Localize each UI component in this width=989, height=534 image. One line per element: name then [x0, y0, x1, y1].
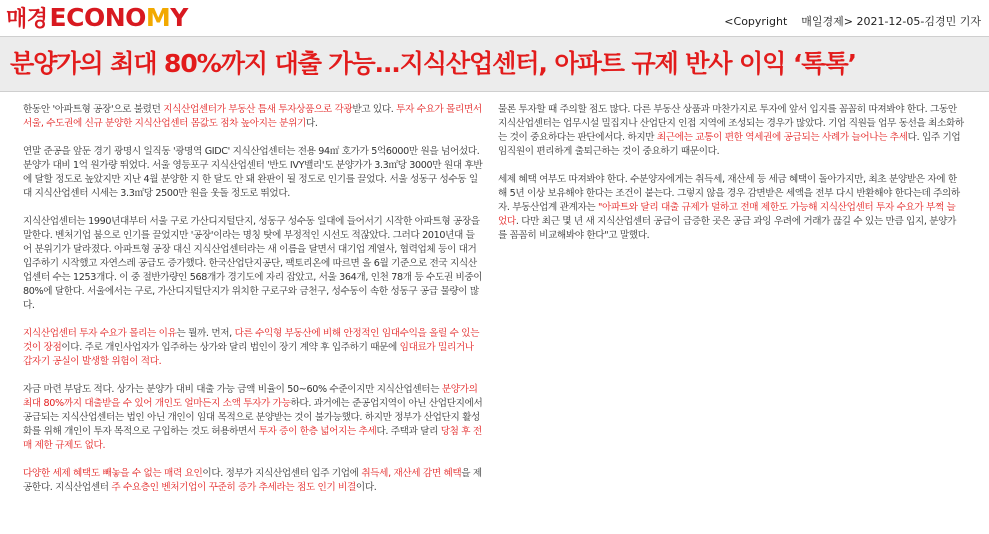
article-headline: 분양가의 최대 80%까지 대출 가능...지식산업센터, 아파트 규제 반사 이익 ‘톡톡’ — [10, 49, 856, 78]
article-paragraph — [23, 103, 483, 131]
body-text: 이다. 정부가 지식산업센터 입주 기업에 — [202, 468, 362, 479]
highlighted-text: 투자 수요가 몰리면서 서울, 수도권에 신규 분양한 지식산업센터 몸값도 점차 높아지는 분위기 — [23, 104, 482, 129]
article-paragraph — [498, 173, 964, 243]
highlighted-text: 취득세, 재산세 감면 혜택 — [361, 468, 462, 479]
article-paragraph — [23, 215, 483, 313]
body-text: 는 뭘까. 먼저, — [176, 328, 235, 339]
article-paragraph — [498, 103, 964, 159]
article-paragraph — [23, 383, 483, 453]
body-text: 이다. 주로 개인사업자가 입주하는 상가와 달리 법인이 장기 계약 후 입주하기 때문에 — [61, 342, 400, 353]
highlighted-text: "아파트와 달리 대출 규제가 덜하고 전매 제한도 가능해 지식산업센터 투자 수요가 부쩍 늘었다 — [498, 202, 956, 227]
brand-logo-econo: ECONO — [49, 3, 146, 32]
brand-logo — [6, 2, 188, 30]
body-text: 이다. — [355, 482, 377, 493]
highlighted-text: 투자 증이 한층 넓어지는 추세 — [258, 426, 377, 437]
copyright-line: <Copyright 매일경제> 2021-12-05-김경민 기자 — [724, 15, 981, 28]
highlighted-text: 주 수요층인 벤처기업이 꾸준히 증가 추세라는 점도 인기 비결 — [111, 482, 356, 493]
highlighted-text: 분양가의 최대 80%까지 대출받을 수 있어 개인도 얼마든지 소액 투자가 가능 — [23, 384, 478, 409]
brand-logo-korean: 매경 — [6, 7, 48, 32]
body-text: 하다. 과거에는 준공업지역이 아닌 산업단지에서 공급되는 지식산업센터는 법인 아닌 개인이 임대 목적으로 분양받는 것이 불가능했다. 하지만 정부가 산업단지 활성화를 위해 개인이 투자 목적으로 구입하는 것도 허용하면서 — [23, 398, 483, 437]
article-paragraph — [23, 467, 483, 495]
article-column-right — [498, 103, 964, 257]
highlighted-text: 다른 수익형 부동산에 비해 안정적인 임대수익을 올릴 수 있는 것이 장점 — [23, 328, 480, 353]
body-text: 다. — [305, 118, 318, 129]
brand-logo-y: Y — [170, 3, 188, 32]
highlighted-text: 임대료가 밀리거나 갑자기 공실이 발생할 위험이 적다. — [23, 342, 474, 367]
article-paragraph — [23, 145, 483, 201]
body-text: 한동안 '아파트형 공장'으로 불렸던 — [23, 104, 164, 115]
body-text: 다. 주택과 달리 — [376, 426, 441, 437]
body-text: 연말 준공을 앞둔 경기 광명시 일직동 '광명역 GIDC' 지식산업센터는 전용 94㎡ 호가가 5억6000만 원을 넘어섰다. 분양가 대비 1억 원가량 뛰었다. 서울 영등포구 지식산업센터 '반도 IVY밸리'도 분양가가 3.3㎡당 3000만 원대 후반에 달할 정도로 높았지만 지난 4월 분양한 지 한 달도 안 돼 완판이 될 정도로 인기를 끌었다. 서울 성동구 성수동 일대 지식산업센터 시세는 3.3㎡당 2500만 원을 웃돌 정도로 뛰었다. — [23, 146, 483, 199]
article-paragraph — [23, 327, 483, 369]
body-text: 받고 있다. — [352, 104, 397, 115]
body-text: . 다만 최근 몇 년 새 지식산업센터 공급이 급증한 곳은 공급 과잉 우려에 거래가 끊길 수 있는 만큼 입지, 분양가를 꼼꼼히 비교해봐야 한다"고 말했다. — [498, 216, 956, 241]
body-text: 지식산업센터는 1990년대부터 서울 구로 가산디지털단지, 성동구 성수동 일대에 들어서기 시작한 아파트형 공장을 말한다. 벤처기업 붐으로 인기를 끌었지만 '공장'이라는 명칭 탓에 부정적인 시선도 적잖았다. 그러다 2010년대 들어 분위기가 달라졌다. 아파트형 공장 대신 지식산업센터라는 새 이름을 달면서 대기업 계열사, 협력업체 등이 대거 입주하기 시작했고 자연스레 공급도 증가했다. 한국산업단지공단, 팩토리온에 따르면 올 6월 기준으로 전국 지식산업센터 수는 1253개다. 이 중 절반가량인 568개가 경기도에 자리 잡았고, 서울 364개, 인천 78개 등 수도권 비중이 80%에 달한다. 서울에서는 구로, 가산디지털단지가 위치한 구로구와 금천구, 성수동이 속한 성동구 공급 물량이 많다. — [23, 216, 483, 311]
highlighted-text: 다양한 세제 혜택도 빼놓을 수 없는 매력 요인 — [23, 468, 203, 479]
body-text: 세제 혜택 여부도 따져봐야 한다. 수분양자에게는 취득세, 재산세 등 세금 혜택이 돌아가지만, 최초 분양받은 자에 한해 5년 이상 보유해야 한다는 조건이 붙는다. 그렇지 않을 경우 감면받은 세액을 전부 다시 반환해야 한다는데 주의하자. 부동산업계 관계자는 — [498, 174, 960, 213]
highlighted-text: 지식산업센터가 부동산 틈새 투자상품으로 각광 — [163, 104, 353, 115]
brand-logo-m: M — [145, 3, 171, 32]
highlighted-text: 당첨 후 전매 제한 규제도 없다. — [23, 426, 482, 451]
body-text: 을 제공한다. 지식산업센터 — [23, 468, 482, 493]
highlighted-text: 최근에는 교통이 편한 역세권에 공급되는 사례가 늘어나는 추세 — [656, 132, 908, 143]
body-text: 물론 투자할 때 주의할 점도 많다. 다른 부동산 상품과 마찬가지로 투자에 앞서 입지를 꼼꼼히 따져봐야 한다. 그동안 지식산업센터는 업무시설 밀집지나 산업단지 인접 지역에 조성되는 경우가 많았다. 기업 직원들 업무 동선을 최소화하는 것이 중요하다는 판단에서다. 하지만 — [498, 104, 964, 143]
highlighted-text: 지식산업센터 투자 수요가 몰리는 이유 — [23, 328, 177, 339]
body-text: 다. 입주 기업 임직원이 편리하게 출퇴근하는 것이 중요하기 때문이다. — [498, 132, 961, 157]
article-column-left — [23, 103, 483, 509]
body-text: 자금 마련 부담도 적다. 상가는 분양가 대비 대출 가능 금액 비율이 50~60% 수준이지만 지식산업센터는 — [23, 384, 442, 395]
